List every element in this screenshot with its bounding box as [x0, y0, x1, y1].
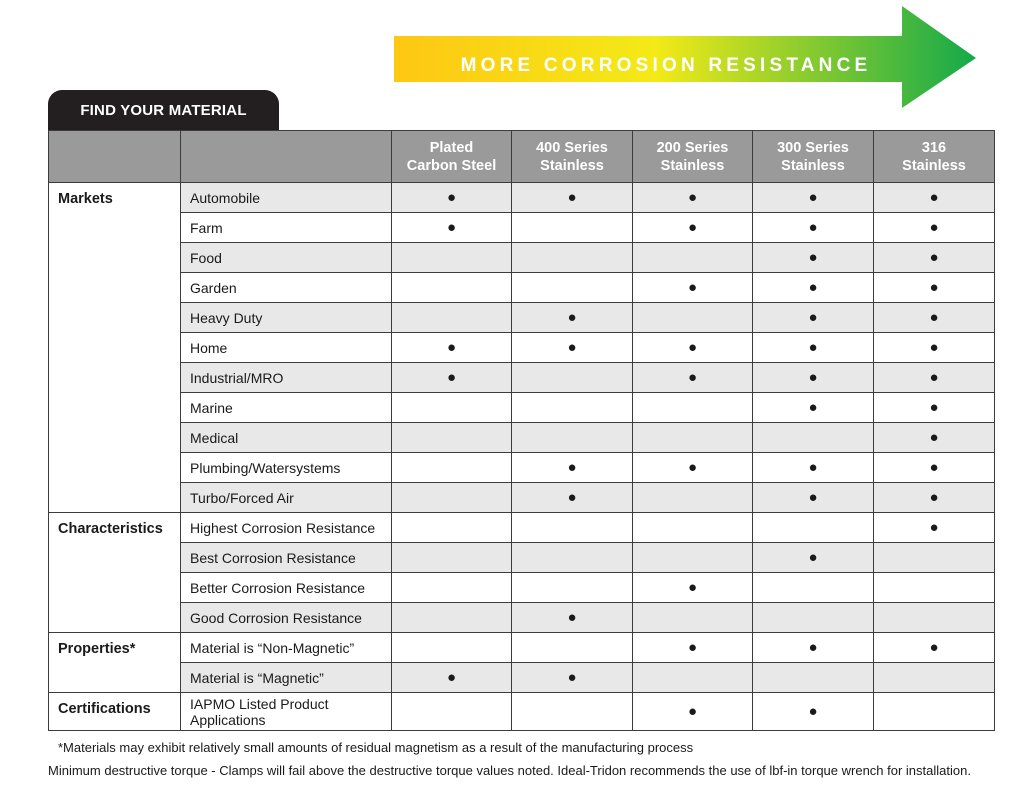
mark-cell — [874, 303, 995, 333]
mark-cell — [753, 363, 874, 393]
bullet-icon: ● — [929, 309, 939, 326]
bullet-icon: ● — [687, 339, 698, 356]
table-row — [49, 693, 995, 731]
mark-cell — [392, 213, 512, 243]
category-label: Certifications — [49, 693, 181, 731]
column-header: 316 Stainless — [874, 131, 995, 183]
row-label: Best Corrosion Resistance — [181, 543, 392, 573]
bullet-icon: ● — [929, 399, 939, 416]
mark-cell — [753, 543, 874, 573]
mark-cell — [512, 693, 633, 731]
row-label: Medical — [181, 423, 392, 453]
mark-cell — [633, 423, 753, 453]
row-label: Marine — [181, 393, 392, 423]
mark-cell — [512, 273, 633, 303]
mark-cell — [874, 243, 995, 273]
bullet-icon: ● — [687, 219, 698, 236]
bullet-icon: ● — [567, 609, 577, 626]
bullet-icon: ● — [808, 399, 818, 416]
mark-cell — [874, 693, 995, 731]
table-row — [49, 333, 995, 363]
bullet-icon: ● — [567, 339, 577, 356]
mark-cell — [874, 633, 995, 663]
column-header: Plated Carbon Steel — [392, 131, 512, 183]
mark-cell — [512, 633, 633, 663]
mark-cell — [392, 633, 512, 663]
bullet-icon: ● — [929, 189, 939, 206]
mark-cell — [392, 393, 512, 423]
table-row — [49, 633, 995, 663]
mark-cell — [874, 603, 995, 633]
mark-cell — [874, 483, 995, 513]
mark-cell — [874, 543, 995, 573]
table-row — [49, 303, 995, 333]
bullet-icon: ● — [446, 369, 457, 386]
bullet-icon: ● — [567, 669, 577, 686]
mark-cell — [633, 603, 753, 633]
mark-cell — [753, 663, 874, 693]
mark-cell — [633, 243, 753, 273]
mark-cell — [512, 423, 633, 453]
mark-cell — [633, 483, 753, 513]
bullet-icon: ● — [929, 459, 939, 476]
table-row — [49, 393, 995, 423]
bullet-icon: ● — [929, 219, 939, 236]
mark-cell — [392, 273, 512, 303]
bullet-icon: ● — [808, 549, 818, 566]
mark-cell — [512, 663, 633, 693]
mark-cell — [512, 603, 633, 633]
bullet-icon: ● — [446, 219, 457, 236]
table-row — [49, 603, 995, 633]
mark-cell — [392, 543, 512, 573]
mark-cell — [753, 423, 874, 453]
banner-title: MORE CORROSION RESISTANCE — [460, 55, 872, 76]
mark-cell — [512, 303, 633, 333]
mark-cell — [874, 453, 995, 483]
bullet-icon: ● — [808, 249, 818, 266]
mark-cell — [512, 183, 633, 213]
mark-cell — [753, 273, 874, 303]
bullet-icon: ● — [567, 459, 577, 476]
mark-cell — [753, 183, 874, 213]
header-blank-item — [181, 131, 392, 183]
mark-cell — [753, 693, 874, 731]
bullet-icon: ● — [808, 339, 818, 356]
mark-cell — [753, 513, 874, 543]
table-row — [49, 483, 995, 513]
mark-cell — [753, 573, 874, 603]
torque-note: Minimum destructive torque - Clamps will fail above the destructive torque values noted. Ideal-Tridon recommends the use of lbf-in torque wrench for installation. — [48, 763, 971, 778]
category-label: Markets — [49, 183, 181, 513]
mark-cell — [392, 333, 512, 363]
mark-cell — [753, 333, 874, 363]
mark-cell — [874, 513, 995, 543]
mark-cell — [392, 693, 512, 731]
row-label: Turbo/Forced Air — [181, 483, 392, 513]
bullet-icon: ● — [929, 279, 939, 296]
row-label: IAPMO Listed Product Applications — [181, 693, 392, 731]
header-row — [49, 131, 995, 183]
mark-cell — [633, 543, 753, 573]
bullet-icon: ● — [687, 279, 698, 296]
mark-cell — [753, 243, 874, 273]
mark-cell — [392, 513, 512, 543]
category-label: Characteristics — [49, 513, 181, 633]
row-label: Material is “Magnetic” — [181, 663, 392, 693]
bullet-icon: ● — [687, 189, 698, 206]
mark-cell — [753, 603, 874, 633]
mark-cell — [392, 303, 512, 333]
column-header: 300 Series Stainless — [753, 131, 874, 183]
table-row — [49, 423, 995, 453]
category-label: Properties* — [49, 633, 181, 693]
table-body — [49, 183, 995, 731]
bullet-icon: ● — [687, 703, 698, 720]
mark-cell — [512, 543, 633, 573]
mark-cell — [753, 453, 874, 483]
mark-cell — [874, 573, 995, 603]
mark-cell — [392, 243, 512, 273]
magnetism-note: *Materials may exhibit relatively small amounts of residual magnetism as a result of the manufacturing process — [58, 740, 694, 755]
bullet-icon: ● — [567, 189, 577, 206]
bullet-icon: ● — [808, 703, 818, 720]
mark-cell — [753, 393, 874, 423]
mark-cell — [633, 573, 753, 603]
bullet-icon: ● — [808, 489, 818, 506]
mark-cell — [874, 423, 995, 453]
bullet-icon: ● — [929, 339, 939, 356]
table-row — [49, 513, 995, 543]
mark-cell — [874, 273, 995, 303]
bullet-icon: ● — [808, 219, 818, 236]
bullet-icon: ● — [929, 639, 939, 656]
row-label: Highest Corrosion Resistance — [181, 513, 392, 543]
bullet-icon: ● — [687, 369, 698, 386]
bullet-icon: ● — [929, 249, 939, 266]
bullet-icon: ● — [687, 639, 698, 656]
table-row — [49, 183, 995, 213]
bullet-icon: ● — [446, 339, 457, 356]
mark-cell — [633, 663, 753, 693]
row-label: Home — [181, 333, 392, 363]
mark-cell — [874, 363, 995, 393]
mark-cell — [753, 213, 874, 243]
mark-cell — [512, 213, 633, 243]
table-row — [49, 543, 995, 573]
mark-cell — [633, 633, 753, 663]
table-row — [49, 453, 995, 483]
mark-cell — [392, 483, 512, 513]
row-label: Garden — [181, 273, 392, 303]
mark-cell — [512, 393, 633, 423]
bullet-icon: ● — [687, 579, 698, 596]
mark-cell — [633, 693, 753, 731]
bullet-icon: ● — [687, 459, 698, 476]
material-table — [48, 130, 995, 731]
mark-cell — [874, 393, 995, 423]
mark-cell — [512, 483, 633, 513]
mark-cell — [753, 633, 874, 663]
mark-cell — [753, 303, 874, 333]
row-label: Good Corrosion Resistance — [181, 603, 392, 633]
header-blank-category — [49, 131, 181, 183]
mark-cell — [392, 183, 512, 213]
footnotes — [48, 736, 971, 782]
find-your-material-tab: FIND YOUR MATERIAL — [48, 90, 279, 130]
table-row — [49, 213, 995, 243]
mark-cell — [753, 483, 874, 513]
mark-cell — [633, 363, 753, 393]
mark-cell — [874, 663, 995, 693]
mark-cell — [512, 243, 633, 273]
bullet-icon: ● — [567, 489, 577, 506]
table-row — [49, 363, 995, 393]
table-row — [49, 663, 995, 693]
bullet-icon: ● — [808, 459, 818, 476]
bullet-icon: ● — [808, 189, 818, 206]
mark-cell — [633, 273, 753, 303]
bullet-icon: ● — [808, 639, 818, 656]
mark-cell — [512, 573, 633, 603]
bullet-icon: ● — [929, 519, 939, 536]
mark-cell — [633, 183, 753, 213]
mark-cell — [392, 573, 512, 603]
mark-cell — [633, 303, 753, 333]
row-label: Better Corrosion Resistance — [181, 573, 392, 603]
mark-cell — [633, 333, 753, 363]
bullet-icon: ● — [446, 189, 457, 206]
bullet-icon: ● — [929, 489, 939, 506]
bullet-icon: ● — [808, 369, 818, 386]
bullet-icon: ● — [929, 429, 939, 446]
mark-cell — [392, 363, 512, 393]
row-label: Farm — [181, 213, 392, 243]
mark-cell — [512, 333, 633, 363]
column-header: 400 Series Stainless — [512, 131, 633, 183]
mark-cell — [512, 513, 633, 543]
mark-cell — [874, 213, 995, 243]
table-row — [49, 273, 995, 303]
row-label: Industrial/MRO — [181, 363, 392, 393]
mark-cell — [392, 603, 512, 633]
mark-cell — [874, 183, 995, 213]
mark-cell — [633, 453, 753, 483]
row-label: Plumbing/Watersystems — [181, 453, 392, 483]
bullet-icon: ● — [567, 309, 577, 326]
mark-cell — [633, 213, 753, 243]
column-header: 200 Series Stainless — [633, 131, 753, 183]
mark-cell — [512, 453, 633, 483]
bullet-icon: ● — [808, 309, 818, 326]
table-row — [49, 573, 995, 603]
row-label: Food — [181, 243, 392, 273]
mark-cell — [392, 663, 512, 693]
mark-cell — [633, 513, 753, 543]
mark-cell — [392, 453, 512, 483]
table-row — [49, 243, 995, 273]
bullet-icon: ● — [929, 369, 939, 386]
row-label: Automobile — [181, 183, 392, 213]
mark-cell — [512, 363, 633, 393]
corrosion-resistance-arrow — [394, 6, 976, 108]
bullet-icon: ● — [808, 279, 818, 296]
row-label: Heavy Duty — [181, 303, 392, 333]
mark-cell — [633, 393, 753, 423]
mark-cell — [392, 423, 512, 453]
mark-cell — [874, 333, 995, 363]
bullet-icon: ● — [446, 669, 457, 686]
row-label: Material is “Non-Magnetic” — [181, 633, 392, 663]
